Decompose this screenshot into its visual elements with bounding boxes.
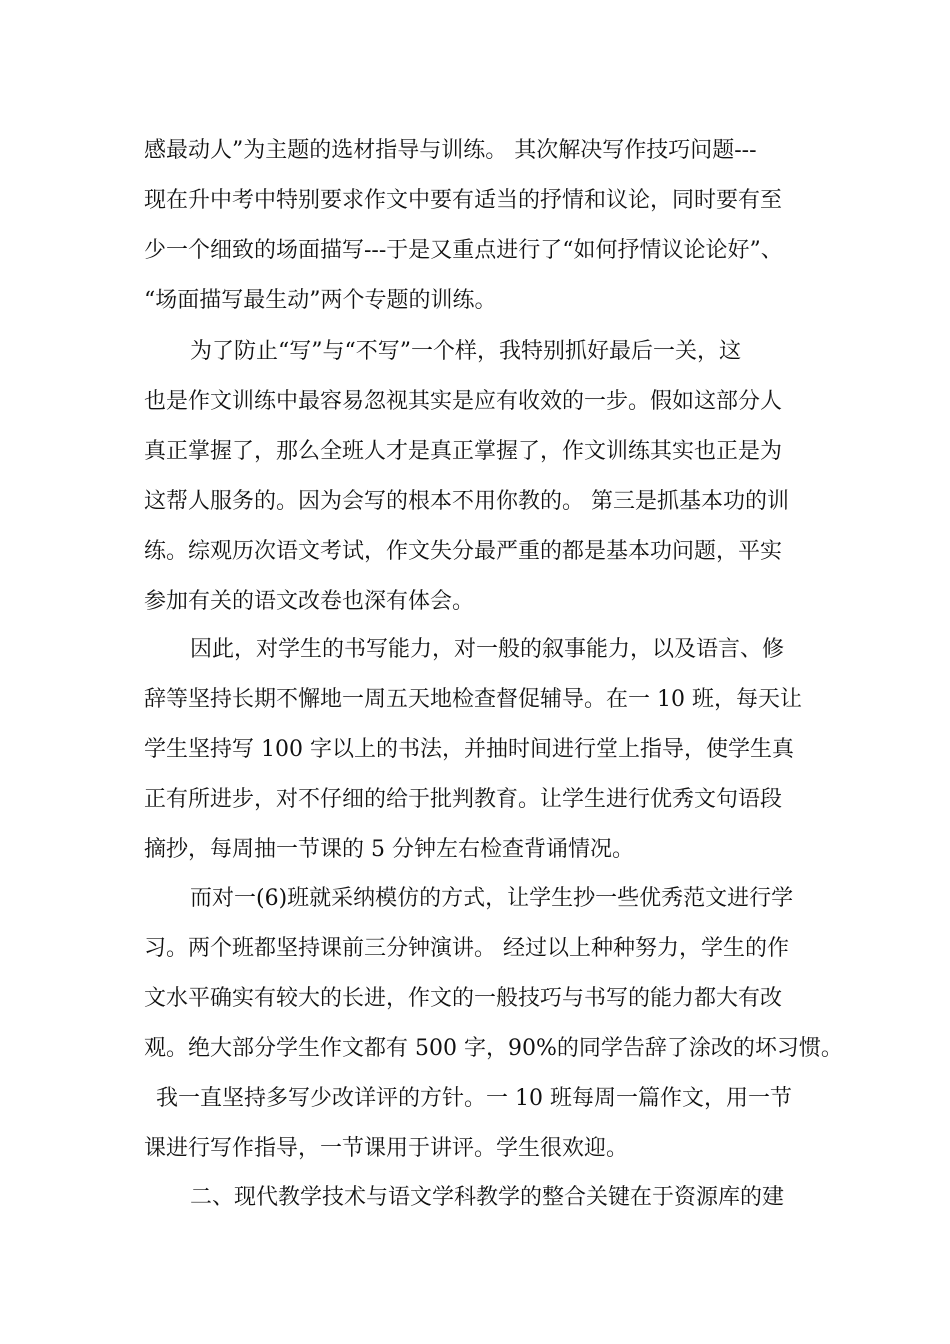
text-line: 正有所进步，对不仔细的给于批判教育。让学生进行优秀文句语段 — [144, 787, 783, 812]
paragraph-first-line: 而对一(6)班就采纳模仿的方式，让学生抄一些优秀范文进行学 — [190, 886, 794, 911]
text-line: 学生坚持写 100 字以上的书法，并抽时间进行堂上指导，使学生真 — [144, 737, 794, 762]
text-line: 感最动人”为主题的选材指导与训练。 其次解决写作技巧问题--- — [144, 138, 757, 163]
paragraph-first-line: 为了防止“写”与“不写”一个样，我特别抓好最后一关，这 — [190, 339, 741, 364]
text-line: “场面描写最生动”两个专题的训练。 — [144, 288, 497, 313]
text-line: 观。绝大部分学生作文都有 500 字，90%的同学告辞了涂改的坏习惯。 — [144, 1036, 843, 1061]
text-line: 课进行写作指导，一节课用于讲评。学生很欢迎。 — [144, 1136, 629, 1161]
text-line: 真正掌握了，那么全班人才是真正掌握了，作文训练其实也正是为 — [144, 439, 783, 464]
text-line: 文水平确实有较大的长进，作文的一般技巧与书写的能力都大有改 — [144, 986, 783, 1011]
text-line: 这帮人服务的。因为会写的根本不用你教的。 第三是抓基本功的训 — [144, 489, 789, 514]
text-line: 少一个细致的场面描写---于是又重点进行了“如何抒情议论论好”、 — [144, 238, 783, 263]
paragraph-first-line: 二、现代教学技术与语文学科教学的整合关键在于资源库的建 — [190, 1185, 785, 1210]
text-line: 辞等坚持长期不懈地一周五天地检查督促辅导。在一 10 班，每天让 — [144, 687, 802, 712]
text-line: 也是作文训练中最容易忽视其实是应有收效的一步。假如这部分人 — [144, 389, 783, 414]
text-line: 参加有关的语文改卷也深有体会。 — [144, 589, 475, 614]
text-line: 习。两个班都坚持课前三分钟演讲。 经过以上种种努力，学生的作 — [144, 936, 789, 961]
text-line: 现在升中考中特别要求作文中要有适当的抒情和议论，同时要有至 — [144, 188, 783, 213]
paragraph-first-line: 因此，对学生的书写能力，对一般的叙事能力，以及语言、修 — [190, 637, 785, 662]
text-line: 摘抄，每周抽一节课的 5 分钟左右检查背诵情况。 — [144, 837, 634, 862]
text-line: 我一直坚持多写少改详评的方针。一 10 班每周一篇作文，用一节 — [156, 1086, 792, 1111]
text-line: 练。综观历次语文考试，作文失分最严重的都是基本功问题，平实 — [144, 539, 783, 564]
